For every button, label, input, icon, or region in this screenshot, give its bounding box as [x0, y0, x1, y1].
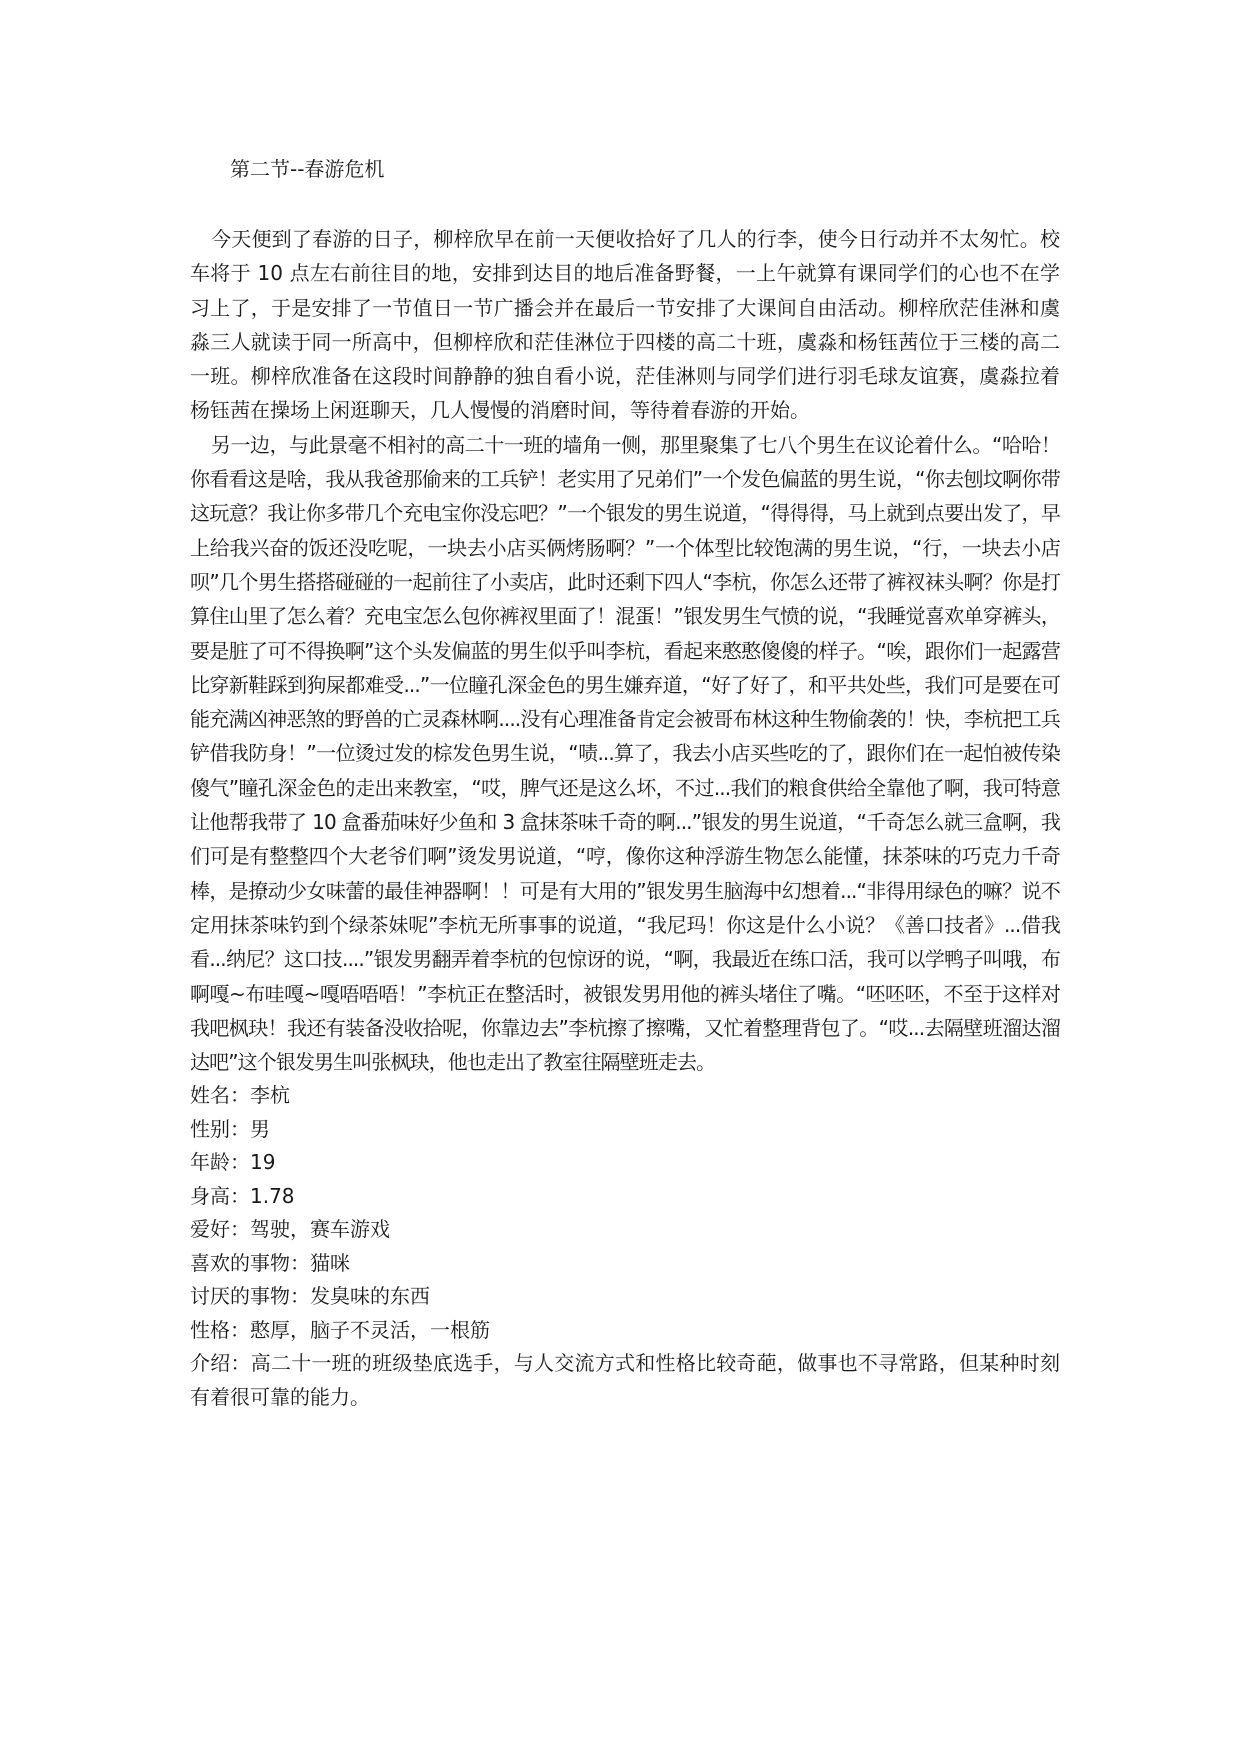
profile-hobby: 爱好：驾驶，赛车游戏	[190, 1217, 390, 1242]
character-profile	[190, 1079, 1060, 1414]
profile-likes: 喜欢的事物：猫咪	[190, 1250, 350, 1275]
paragraph-boys-conversation: 另一边，与此景毫不相衬的高二十一班的墙角一侧，那里聚集了七八个男生在议论着什么。“哈哈！你看看这是啥，我从我爸那偷来的工兵铲！老实用了兄弟们”一个发色偏蓝的男生说，“你去刨坟啊你带这玩意？我让你多带几个充电宝你没忘吧？”一个银发的男生说道，“得得得，马上就到点要出发了，早上给我兴奋的饭还没吃呢，一块去小店买俩烤肠啊？”一个体型比较饱满的男生说，“行，一块去小店呗”几个男生搭搭碰碰的一起前往了小卖店，此时还剩下四人“李杭，你怎么还带了裤衩袜头啊？你是打算住山里了怎么着？充电宝怎么包你裤衩里面了！混蛋！”银发男生气愤的说，“我睡觉喜欢单穿裤头，要是脏了可不得换啊”这个头发偏蓝的男生似乎叫李杭，看起来憨憨傻傻的样子。“唉，跟你们一起露营比穿新鞋踩到狗屎都难受...”一位瞳孔深金色的男生嫌弃道，“好了好了，和平共处些，我们可是要在可能充满凶神恶煞的野兽的亡灵森林啊....没有心理准备肯定会被哥布林这种生物偷袭的！快，李杭把工兵铲借我防身！”一位烫过发的棕发色男生说，“啧...算了，我去小店买些吃的了，跟你们在一起怕被传染傻气”瞳孔深金色的走出来教室，“哎，脾气还是这么坏，不过...我们的粮食供给全靠他了啊，我可特意让他帮我带了 10 盒番茄味好少鱼和 3 盒抹茶味千奇的啊...”银发的男生说道，“千奇怎么就三盒啊，我们可是有整整四个大老爷们啊”烫发男说道，“哼，像你这种浮游生物怎么能懂，抹茶味的巧克力千奇棒，是撩动少女味蕾的最佳神器啊！！可是有大用的”银发男生脑海中幻想着...“非得用绿色的嘛？说不定用抹茶味钓到个绿茶妹呢”李杭无所事事的说道，“我尼玛！你这是什么小说？《善口技者》...借我看...纳尼？这口技....”银发男翻弄着李杭的包惊讶的说，“啊，我最近在练口活，我可以学鸭子叫哦，布啊嘎~布哇嘎~嘎唔唔唔！”李杭正在整活时，被银发男用他的裤头堵住了嘴。“呸呸呸，不至于这样对我吧枫玦！我还有装备没收拾呢，你靠边去”李杭擦了擦嘴，又忙着整理背包了。“哎...去隔壁班溜达溜达吧”这个银发男生叫张枫玦，他也走出了教室往隔壁班走去。	[190, 432, 1060, 1075]
profile-age: 年龄：19	[190, 1150, 276, 1175]
title-spacer	[190, 188, 1060, 222]
paragraph-spring-outing: 今天便到了春游的日子，柳梓欣早在前一天便收拾好了几人的行李，使今日行动并不太匆忙。校车将于 10 点左右前往目的地，安排到达目的地后准备野餐，一上午就算有课同学们的心也不在学习上了，于是安排了一节值日一节广播会并在最后一节安排了大课间自由活动。柳梓欣茫佳淋和虞淼三人就读于同一所高中，但柳梓欣和茫佳淋位于四楼的高二十班，虞淼和杨钰茜位于三楼的高二一班。柳梓欣准备在这段时间静静的独自看小说，茫佳淋则与同学们进行羽毛球友谊赛，虞淼拉着杨钰茜在操场上闲逛聊天，几人慢慢的消磨时间，等待着春游的开始。	[190, 227, 1060, 423]
section-title: 第二节--春游危机	[230, 157, 385, 181]
document-body	[190, 150, 1060, 1414]
profile-height: 身高：1.78	[190, 1183, 295, 1208]
profile-gender: 性别：男	[190, 1116, 270, 1141]
profile-name: 姓名：李杭	[190, 1083, 290, 1108]
profile-dislikes: 讨厌的事物：发臭味的东西	[190, 1284, 430, 1309]
profile-personality: 性格：憨厚，脑子不灵活，一根筋	[190, 1317, 490, 1342]
profile-introduction: 介绍：高二十一班的班级垫底选手，与人交流方式和性格比较奇葩，做事也不寻常路，但某种时刻有着很可靠的能力。	[190, 1351, 1060, 1409]
